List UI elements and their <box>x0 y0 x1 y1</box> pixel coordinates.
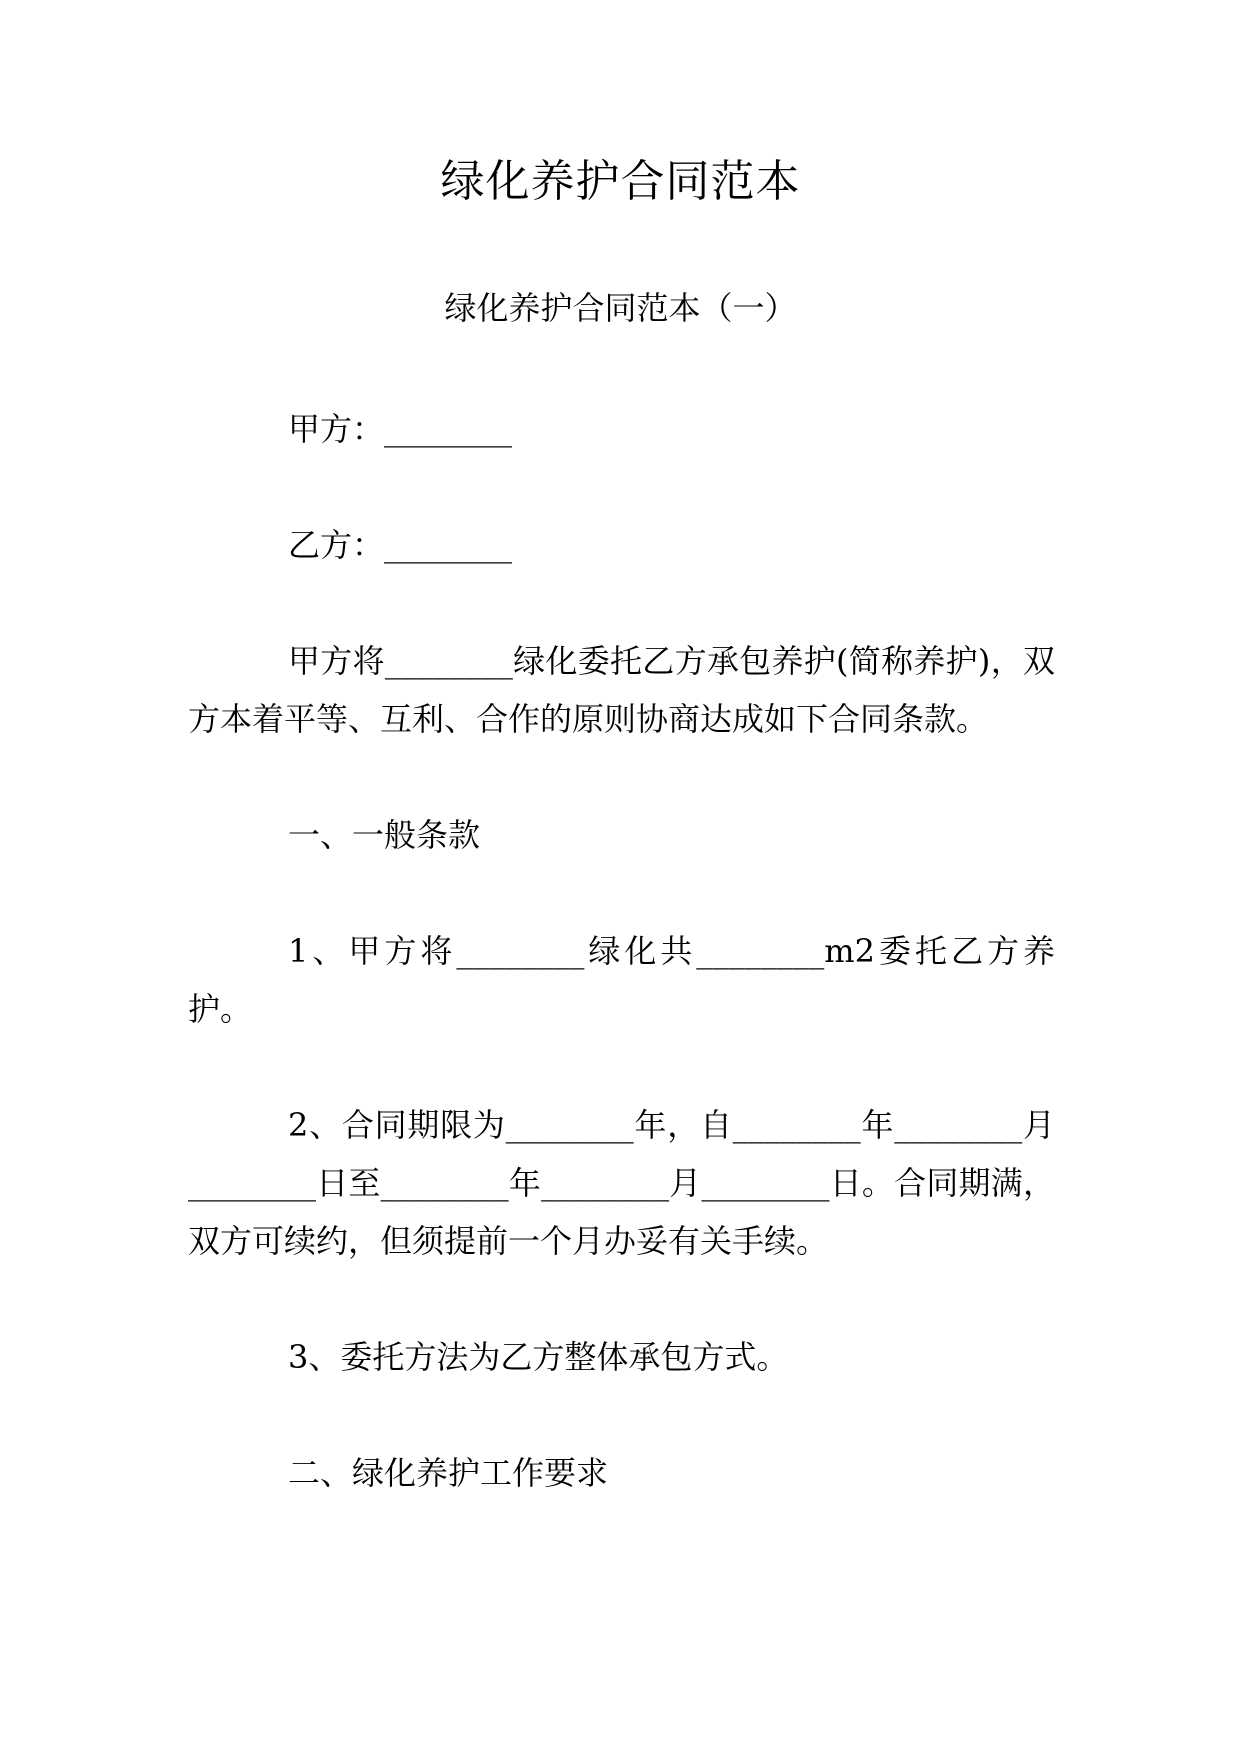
clause-1: 1、甲方将________绿化共________m2委托乙方养护。 <box>188 932 1055 1028</box>
intro-paragraph: 甲方将________绿化委托乙方承包养护(简称养护)，双方本着平等、互利、合作的原则协商达成如下合同条款。 <box>188 642 1055 738</box>
section-heading-maintenance: 二、绿化养护工作要求 <box>288 1454 609 1492</box>
clause-2: 2、合同期限为________年，自________年________月________日至________年________月________日。合同期满，双方可续约，但须提前一个月办妥有关手续。 <box>188 1106 1055 1260</box>
document-body <box>188 400 1055 1560</box>
section-heading-general: 一、一般条款 <box>288 816 481 854</box>
clause-3: 3、委托方法为乙方整体承包方式。 <box>288 1338 789 1376</box>
document-subtitle: 绿化养护合同范本（一） <box>444 289 797 327</box>
party-b-line: 乙方：________ <box>288 526 513 564</box>
document-title: 绿化养护合同范本 <box>440 156 801 207</box>
party-a-line: 甲方：________ <box>288 410 513 448</box>
